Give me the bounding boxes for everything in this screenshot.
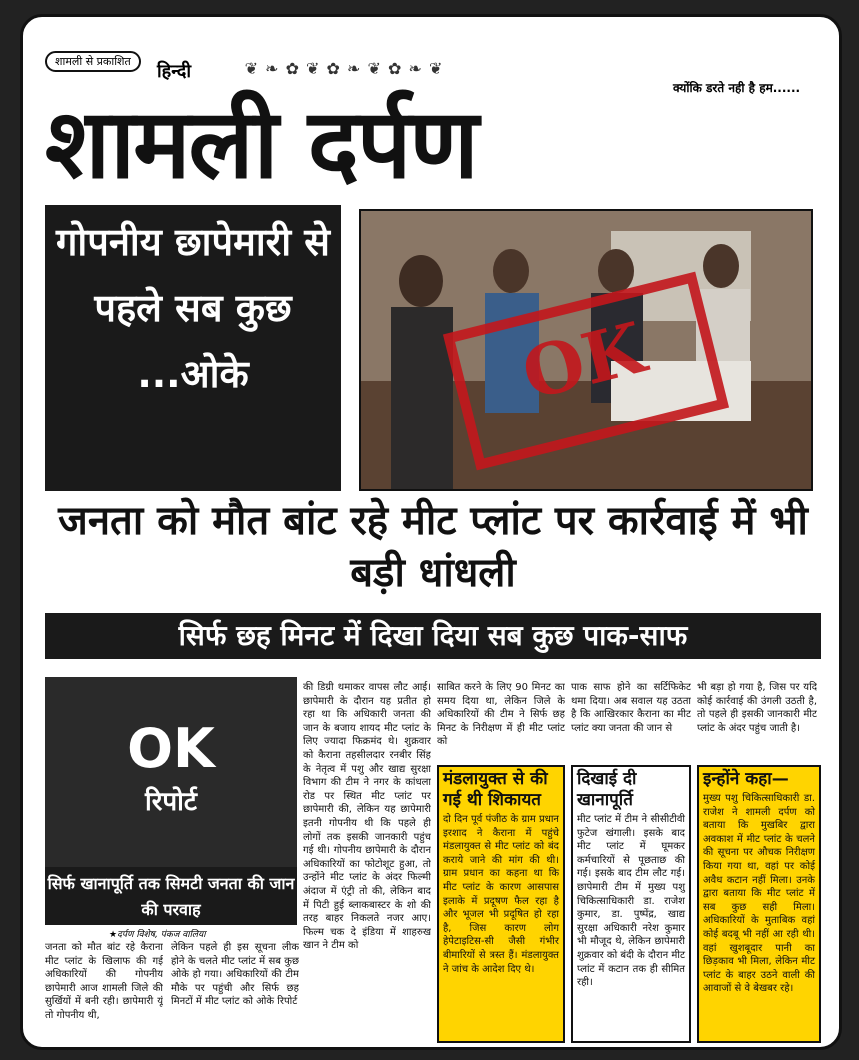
box-text: मुख्य पशु चिकित्साधिकारी डा. राजेश ने शामली दर्पण को बताया कि मुखबिर द्वारा अवकाश में मीट प्लांट के चलने की सूचना पर औचक निरीक्षण किया गया था, वहां पर कोई अवैध कटान नहीं मिला। उनके द्वारा बताया कि मीट प्लांट में सब कुछ सही मिला। अधिकारियों के मुताबिक वहां कोई बदबू भी नहीं आ रही थी। वहां खुशबूदार पानी का छिड़काव भी मिला, लेकिन मीट प्लांट के बाहर उठने वाली की आवाजों से वे बेखबर रहे। (703, 793, 815, 995)
masthead-title: शामली दर्पण (45, 87, 477, 200)
article-column-4: साबित करने के लिए 90 मिनट का समय दिया था, लेकिन जिले के अधिकारियों की टीम ने सिर्फ छह मिनट के निरीक्षण में ही मीट प्लांट को (437, 682, 565, 748)
ok-report-graphic (45, 677, 297, 873)
sub-headline: सिर्फ छह मिनट में दिखा दिया सब कुछ पाक-साफ (45, 613, 821, 659)
lead-headline-box: गोपनीय छापेमारी से पहले सब कुछ ...ओके (45, 205, 341, 491)
box-title: दिखाई दी खानापूर्ति (577, 769, 637, 810)
main-headline: जनता को मौत बांट रहे मीट प्लांट पर कार्रवाई में भी बड़ी धांधली (58, 498, 808, 596)
box-title: इन्होंने कहा— (703, 769, 789, 789)
byline: ★दर्पण विशेष, पंकज वालिया (109, 930, 206, 940)
article-column-1: जनता को मौत बांट रहे कैराना मीट प्लांट के खिलाफ की गई अधिकारियों की गोपनीय छापेमारी आज शामली जिले की सुर्खियों में बनी रही। छापेमारी यूं तो गोपनीय थी, (45, 942, 163, 1021)
publication-badge: शामली से प्रकाशित (45, 51, 141, 72)
newspaper-page (20, 14, 842, 1050)
article-column-6: भी बड़ा हो गया है, जिस पर यदि कोई कार्रवाई की उंगली उठती है, तो पहले ही इसकी जानकारी मीट प्लांट के अंदर पहुंच जाती है। (697, 682, 817, 734)
sidebar-box-complaint (437, 765, 565, 1043)
article-column-2: लेकिन पहले ही इस सूचना लीक होने के चलते मीट प्लांट में सब कुछ ओके हो गया। अधिकारियों की टीम मौके पर पहुंची और सिर्फ छह मिनटों में मीट प्लांट को ओके रिपोर्ट (171, 942, 299, 1008)
hindi-label: हिन्दी (157, 61, 192, 82)
ok-stamp: OK (443, 272, 729, 471)
ok-report-caption: सिर्फ खानापूर्ति तक सिमटी जनता की जान की परवाह (45, 867, 297, 925)
box-text: मीट प्लांट में टीम ने सीसीटीवी फुटेज खंगाली। इसके बाद मीट प्लांट में घूमकर कर्मचारियों से पूछताछ की गई। इसके बाद टीम लौट गई। छापेमारी टीम में मुख्य पशु चिकित्साधिकारी डा. राजेश कुमार, डा. पुष्पेंद्र, खाद्य सुरक्षा अधिकारी नरेश कुमार भी मौजूद थे, लेकिन छापेमारी शुक्रवार को बंदी के दौरान मीट प्लांट में कटान तक ही सीमित रही। (577, 814, 685, 989)
article-column-3: की डिग्री थमाकर वापस लौट आई। छापेमारी के दौरान यह प्रतीत हो रहा था कि अधिकारी जनता की जान के बजाय शायद मीट प्लांट के लिए ज्यादा फिक्रमंद थे। शुक्रवार को कैराना तहसीलदार रनबीर सिंह के नेतृत्व में पशु और खाद्य सुरक्षा विभाग की टीम ने नगर के कांधला रोड पर स्थित मीट प्लांट पर छापेमारी की, लेकिन यह छापेमारी इतनी गोपनीय थी कि पहले ही लोगों तक इसकी जानकारी पहुंच गई थी। गोपनीय छापेमारी के दौरान अधिकारियों का फोटोशूट हुआ, तो उन्होंने मीट प्लांट के अंदर फिल्मी अंदाज में एंट्री तो की, लेकिन बाद में पिटी हुई ब्लाकबास्टर के शो की तरह बाहर निकलते नजर आए। फिल्म चक दे इंडिया में शाहरुख खान ने टीम को (303, 682, 431, 952)
ok-key-icon: OK (127, 717, 215, 780)
lead-photo (359, 209, 813, 491)
sidebar-box-statement (697, 765, 821, 1043)
article-column-5: पाक साफ होने का सर्टिफिकेट थमा दिया। अब सवाल यह उठता है कि आखिरकार कैराना का मीट प्लांट क्या जनता की जान से (571, 682, 691, 734)
box-title: मंडलायुक्त से की गई थी शिकायत (443, 769, 548, 810)
masthead-ornament-icon: ❦ ❧ ✿ ❦ ✿ ❧ ❦ ✿ ❧ ❦ (244, 59, 444, 78)
tagline: क्योंकि डरते नही है हम...... (673, 81, 801, 95)
ok-report-label: रिपोर्ट (145, 787, 197, 817)
sidebar-box-formality (571, 765, 691, 1043)
box-text: दो दिन पूर्व पंजीठ के ग्राम प्रधान इरशाद ने कैराना में पहुंचे मंडलायुक्त से मीट प्लांट को बंद कराये जाने की मांग की थी। ग्राम प्रधान का कहना था कि मीट प्लांट के कारण आसपास इलाके में प्रदूषण फैल रहा है और भूजल भी प्रदूषित हो रहा है, जिस कारण लोग हेपेटाइटिस-सी जैसी गंभीर बीमारियों से त्रस्त हैं। मंडलायुक्त ने जांच के आदेश दिए थे। (443, 814, 559, 975)
